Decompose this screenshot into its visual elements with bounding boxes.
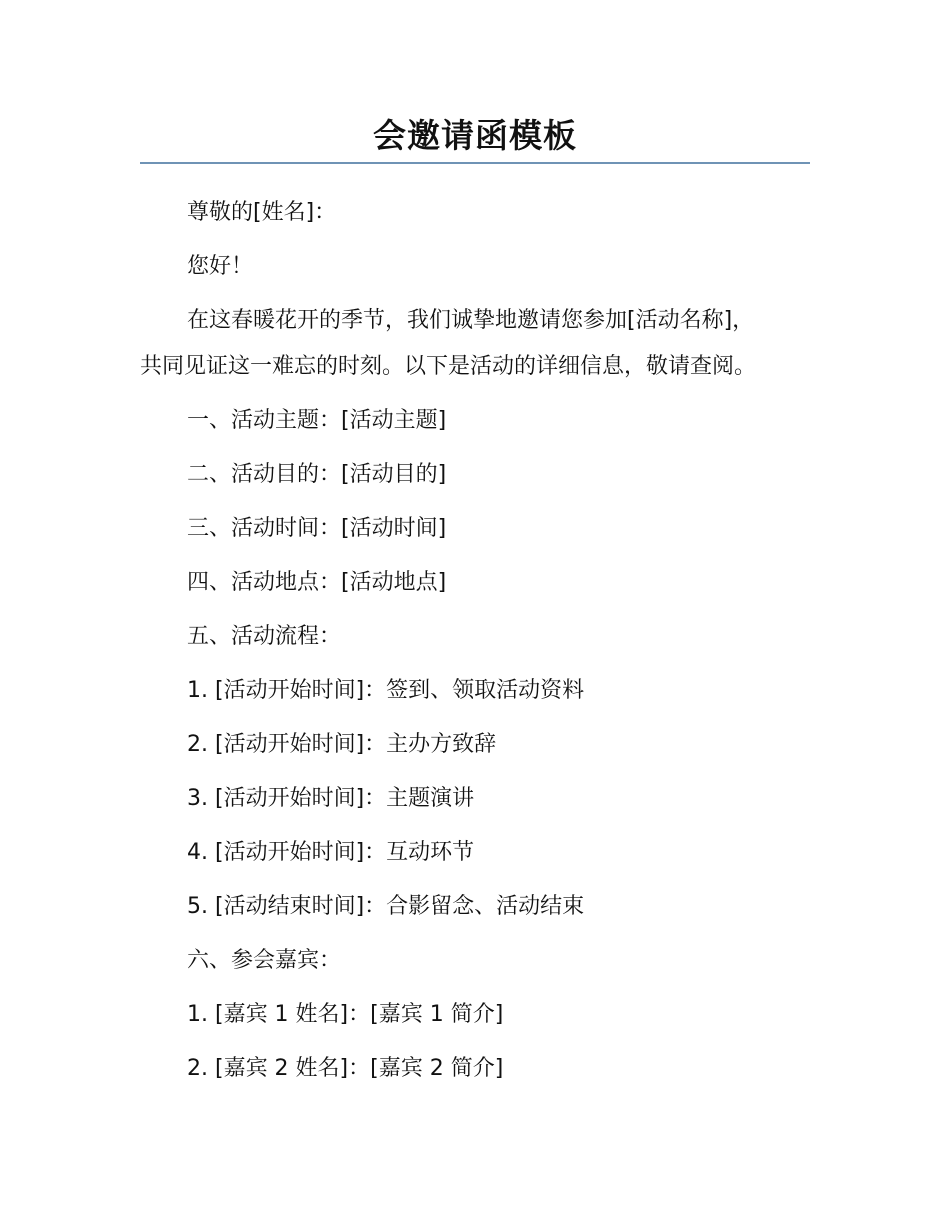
- process-item: 5. [活动结束时间]：合影留念、活动结束: [187, 894, 585, 919]
- process-item: 3. [活动开始时间]：主题演讲: [187, 786, 475, 811]
- process-item: 2. [活动开始时间]：主办方致辞: [187, 732, 497, 757]
- document-body: [140, 190, 820, 1100]
- section-location: 四、活动地点：[活动地点]: [187, 570, 447, 595]
- document-title: 会邀请函模板: [373, 116, 577, 155]
- section-process-heading: 五、活动流程：: [187, 624, 342, 649]
- intro-line-2: 共同见证这一难忘的时刻。以下是活动的详细信息，敬请查阅。: [140, 354, 757, 379]
- greeting: 您好！: [187, 254, 254, 279]
- section-theme: 一、活动主题：[活动主题]: [187, 408, 447, 433]
- guest-item: 2. [嘉宾 2 姓名]：[嘉宾 2 简介]: [187, 1056, 504, 1081]
- guest-item: 1. [嘉宾 1 姓名]：[嘉宾 1 简介]: [187, 1002, 504, 1027]
- process-item: 4. [活动开始时间]：互动环节: [187, 840, 475, 865]
- process-item: 1. [活动开始时间]：签到、领取活动资料: [187, 678, 585, 703]
- title-underline: [140, 162, 810, 164]
- intro-line-1: 在这春暖花开的季节，我们诚挚地邀请您参加[活动名称]，: [187, 308, 755, 333]
- salutation: 尊敬的[姓名]：: [187, 200, 337, 225]
- intro-paragraph: [140, 298, 820, 390]
- section-time: 三、活动时间：[活动时间]: [187, 516, 447, 541]
- section-purpose: 二、活动目的：[活动目的]: [187, 462, 447, 487]
- section-guests-heading: 六、参会嘉宾：: [187, 948, 342, 973]
